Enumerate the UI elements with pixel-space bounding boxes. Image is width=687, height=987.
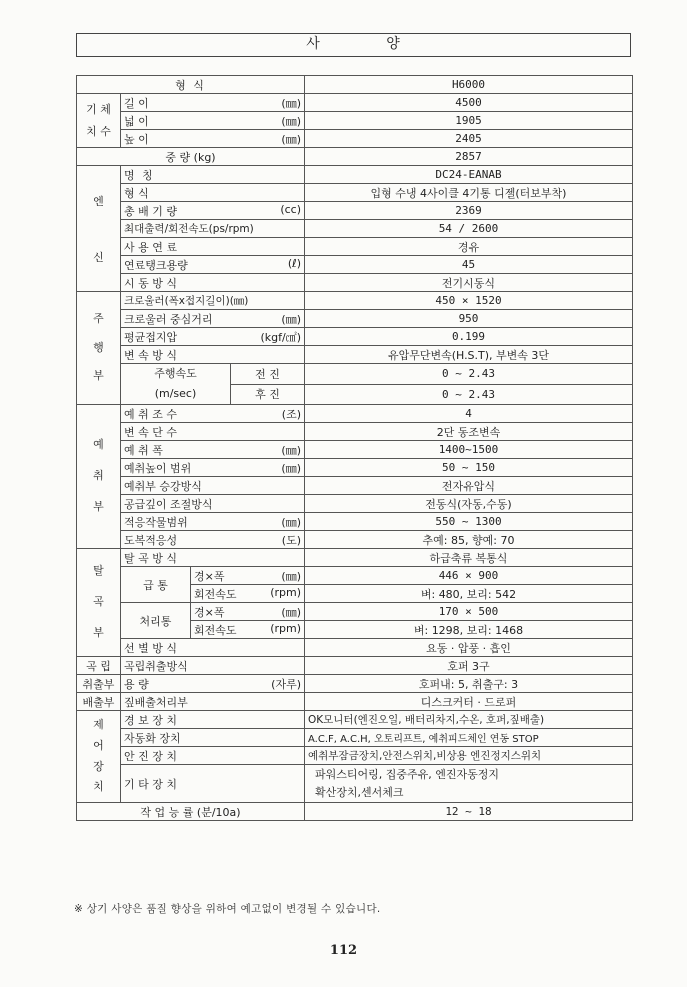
- title-char-left: 사: [306, 36, 321, 52]
- length-label: 길 이: [124, 96, 149, 110]
- grain-group-b: 취출부: [77, 675, 121, 693]
- reap-height-value: 50 ~ 150: [305, 459, 633, 477]
- alarm-label: 경 보 장 치: [121, 711, 305, 729]
- feed-rpm-label: 회전속도: [194, 587, 237, 601]
- other-value-line-2: 확산장치,센서체크: [315, 785, 404, 799]
- fuel-value: 경유: [305, 238, 633, 256]
- reap-rows-label: 예 취 조 수: [124, 407, 177, 421]
- other-label: 기 타 장 치: [121, 765, 305, 803]
- crop-range-value: 550 ~ 1300: [305, 513, 633, 531]
- tank-value: 45: [305, 256, 633, 274]
- max-output-value: 54 / 2600: [305, 220, 633, 238]
- table-row: [77, 477, 633, 495]
- table-row: [77, 711, 633, 729]
- start-value: 전기시동식: [305, 274, 633, 292]
- feed-drum-label: 급 통: [121, 567, 191, 603]
- straw-value: 디스크커터 · 드로퍼: [305, 693, 633, 711]
- reap-width-unit: (㎜): [281, 443, 301, 457]
- crawler-center-label: 크로울러 중심거리: [124, 312, 213, 326]
- straw-label: 짚배출처리부: [121, 693, 305, 711]
- capacity-label: 용 량: [124, 677, 149, 691]
- ground-pressure-label: 평균접지압: [124, 330, 178, 344]
- feed-size-unit: (㎜): [281, 569, 301, 583]
- table-row: [77, 292, 633, 310]
- table-row: [77, 328, 633, 346]
- table-row: [77, 603, 633, 621]
- length-value: 4500: [305, 94, 633, 112]
- speed-group: [121, 364, 231, 405]
- transmission-value: 유압무단변속(H.S.T), 부변속 3단: [305, 346, 633, 364]
- depth-adjust-label: 공급깊이 조절방식: [121, 495, 305, 513]
- table-row: [77, 166, 633, 184]
- table-row: [77, 765, 633, 803]
- sort-value: 요동 · 압풍 · 흡인: [305, 639, 633, 657]
- table-row: [77, 310, 633, 328]
- reaping-group: 예 취 부: [77, 405, 121, 549]
- reap-rows-value: 4: [305, 405, 633, 423]
- displacement-unit: (cc): [280, 202, 301, 216]
- speed-label: 주행속도: [154, 367, 197, 380]
- spec-title-box: [76, 33, 631, 57]
- table-row: [77, 202, 633, 220]
- table-row: [77, 549, 633, 567]
- feed-rpm-value: 벼: 480, 보리: 542: [305, 585, 633, 603]
- lodging-value: 추예: 85, 향예: 70: [305, 531, 633, 549]
- threshing-group: 탈 곡 부: [77, 549, 121, 657]
- model-label: 형 식: [77, 76, 305, 94]
- proc-rpm-value: 벼: 1298, 보리: 1468: [305, 621, 633, 639]
- proc-rpm-label: 회전속도: [194, 623, 237, 637]
- table-row: [77, 675, 633, 693]
- reverse-label: 후 진: [231, 384, 305, 405]
- table-row: [77, 184, 633, 202]
- gear-steps-label: 변 속 단 수: [121, 423, 305, 441]
- forward-value: 0 ~ 2.43: [305, 364, 633, 385]
- sort-label: 선 별 방 식: [121, 639, 305, 657]
- table-row: [77, 441, 633, 459]
- work-label: 작 업 능 률 (분/10a): [77, 803, 305, 821]
- weight-unit: (kg): [193, 150, 216, 164]
- capacity-unit: (자루): [271, 677, 301, 691]
- engine-type-value: 입형 수냉 4사이클 4기통 디젤(터보부착): [305, 184, 633, 202]
- tank-unit: (ℓ): [287, 256, 301, 270]
- engine-group: [77, 166, 121, 292]
- speed-unit: (m/sec): [154, 387, 197, 400]
- reap-height-label: 예취높이 범위: [124, 461, 192, 475]
- table-row: [77, 495, 633, 513]
- table-row: [77, 639, 633, 657]
- auto-label: 자동화 장치: [121, 729, 305, 747]
- engine-group-top: 엔: [93, 194, 104, 208]
- proc-size-value: 170 × 500: [305, 603, 633, 621]
- fuel-label: 사 용 연 료: [121, 238, 305, 256]
- body-dimensions-group: 기 체 치 수: [77, 94, 121, 148]
- table-row: [77, 94, 633, 112]
- safety-label: 안 진 장 치: [121, 747, 305, 765]
- table-row: [77, 256, 633, 274]
- footnote: ※ 상기 사양은 품질 향상을 위하여 예고없이 변경될 수 있습니다.: [74, 903, 381, 915]
- grain-group-a: 곡 립: [77, 657, 121, 675]
- alarm-value: OK모니터(엔진오일, 배터리차지,수온, 호퍼,짚배출): [305, 711, 633, 729]
- proc-drum-label: 처리통: [121, 603, 191, 639]
- transmission-label: 변 속 방 식: [121, 346, 305, 364]
- table-row: [77, 747, 633, 765]
- height-value: 2405: [305, 130, 633, 148]
- depth-adjust-value: 전동식(자동,수동): [305, 495, 633, 513]
- straw-group: 배출부: [77, 693, 121, 711]
- crawler-size-value: 450 × 1520: [305, 292, 633, 310]
- table-row: [77, 567, 633, 585]
- lift-value: 전자유압식: [305, 477, 633, 495]
- weight-value: 2857: [305, 148, 633, 166]
- capacity-value: 호퍼내: 5, 취출구: 3: [305, 675, 633, 693]
- width-label: 넓 이: [124, 114, 149, 128]
- height-label: 높 이: [124, 132, 149, 146]
- work-value: 12 ~ 18: [305, 803, 633, 821]
- lift-label: 예취부 승강방식: [121, 477, 305, 495]
- engine-name-value: DC24-EANAB: [305, 166, 633, 184]
- displacement-value: 2369: [305, 202, 633, 220]
- feed-size-label: 경×폭: [194, 569, 225, 583]
- crawler-size-label: 크로울러(폭x접지길이)(㎜): [121, 292, 305, 310]
- table-row: [77, 693, 633, 711]
- grain-outlet-value: 호퍼 3구: [305, 657, 633, 675]
- table-row: [77, 657, 633, 675]
- proc-size-label: 경×폭: [194, 605, 225, 619]
- crop-range-label: 적응작물범위: [124, 515, 188, 529]
- table-row: [77, 459, 633, 477]
- crop-range-unit: (㎜): [281, 515, 301, 529]
- engine-group-bottom: 신: [93, 250, 104, 264]
- table-row: [77, 531, 633, 549]
- displacement-label: 총 배 기 량: [124, 204, 177, 218]
- tank-label: 연료탱크용량: [124, 258, 188, 272]
- other-value: [305, 765, 633, 803]
- table-row: [77, 76, 633, 94]
- other-value-line-1: 파워스티어링, 집중주유, 엔진자동정지: [315, 767, 500, 781]
- table-row: [77, 130, 633, 148]
- spec-table: [76, 75, 633, 821]
- table-row: [77, 220, 633, 238]
- table-row: [77, 238, 633, 256]
- crawler-center-value: 950: [305, 310, 633, 328]
- table-row: [77, 423, 633, 441]
- engine-name-label: 명 칭: [121, 166, 305, 184]
- gear-steps-value: 2단 동조변속: [305, 423, 633, 441]
- title-char-right: 양: [386, 36, 401, 52]
- table-row: [77, 803, 633, 821]
- table-row: [77, 513, 633, 531]
- reverse-value: 0 ~ 2.43: [305, 384, 633, 405]
- lodging-unit: (도): [281, 533, 301, 547]
- width-unit: (㎜): [281, 114, 301, 128]
- grain-outlet-label: 곡립취출방식: [121, 657, 305, 675]
- ground-pressure-unit: (kgf/㎠): [260, 330, 301, 344]
- feed-size-value: 446 × 900: [305, 567, 633, 585]
- start-label: 시 동 방 식: [121, 274, 305, 292]
- lodging-label: 도복적응성: [124, 533, 178, 547]
- weight-label: 중 량: [165, 150, 191, 164]
- length-unit: (㎜): [281, 96, 301, 110]
- reap-width-value: 1400~1500: [305, 441, 633, 459]
- auto-value: A.C.F, A.C.H, 오토리프트, 예취피드체인 연동 STOP: [305, 729, 633, 747]
- forward-label: 전 진: [231, 364, 305, 385]
- model-value: H6000: [305, 76, 633, 94]
- table-row: [77, 148, 633, 166]
- reap-width-label: 예 취 폭: [124, 443, 163, 457]
- crawler-center-unit: (㎜): [281, 312, 301, 326]
- thresh-method-value: 하급축류 복통식: [305, 549, 633, 567]
- reap-rows-unit: (조): [281, 407, 301, 421]
- proc-rpm-unit: (rpm): [270, 621, 301, 635]
- engine-type-label: 형 식: [121, 184, 305, 202]
- table-row: [77, 112, 633, 130]
- ground-pressure-value: 0.199: [305, 328, 633, 346]
- safety-value: 예취부잠금장치,안전스위치,비상용 엔진정지스위치: [305, 747, 633, 765]
- table-row: [77, 346, 633, 364]
- feed-rpm-unit: (rpm): [270, 585, 301, 599]
- reap-height-unit: (㎜): [281, 461, 301, 475]
- control-group: 제 어 장 치: [77, 711, 121, 803]
- width-value: 1905: [305, 112, 633, 130]
- travel-group: 주 행 부: [77, 292, 121, 405]
- page-number: 112: [329, 943, 358, 958]
- table-row: [77, 405, 633, 423]
- max-output-label: 최대출력/회전속도(ps/rpm): [121, 220, 305, 238]
- thresh-method-label: 탈 곡 방 식: [121, 549, 305, 567]
- height-unit: (㎜): [281, 132, 301, 146]
- table-row: [77, 274, 633, 292]
- table-row: [77, 364, 633, 385]
- proc-size-unit: (㎜): [281, 605, 301, 619]
- table-row: [77, 729, 633, 747]
